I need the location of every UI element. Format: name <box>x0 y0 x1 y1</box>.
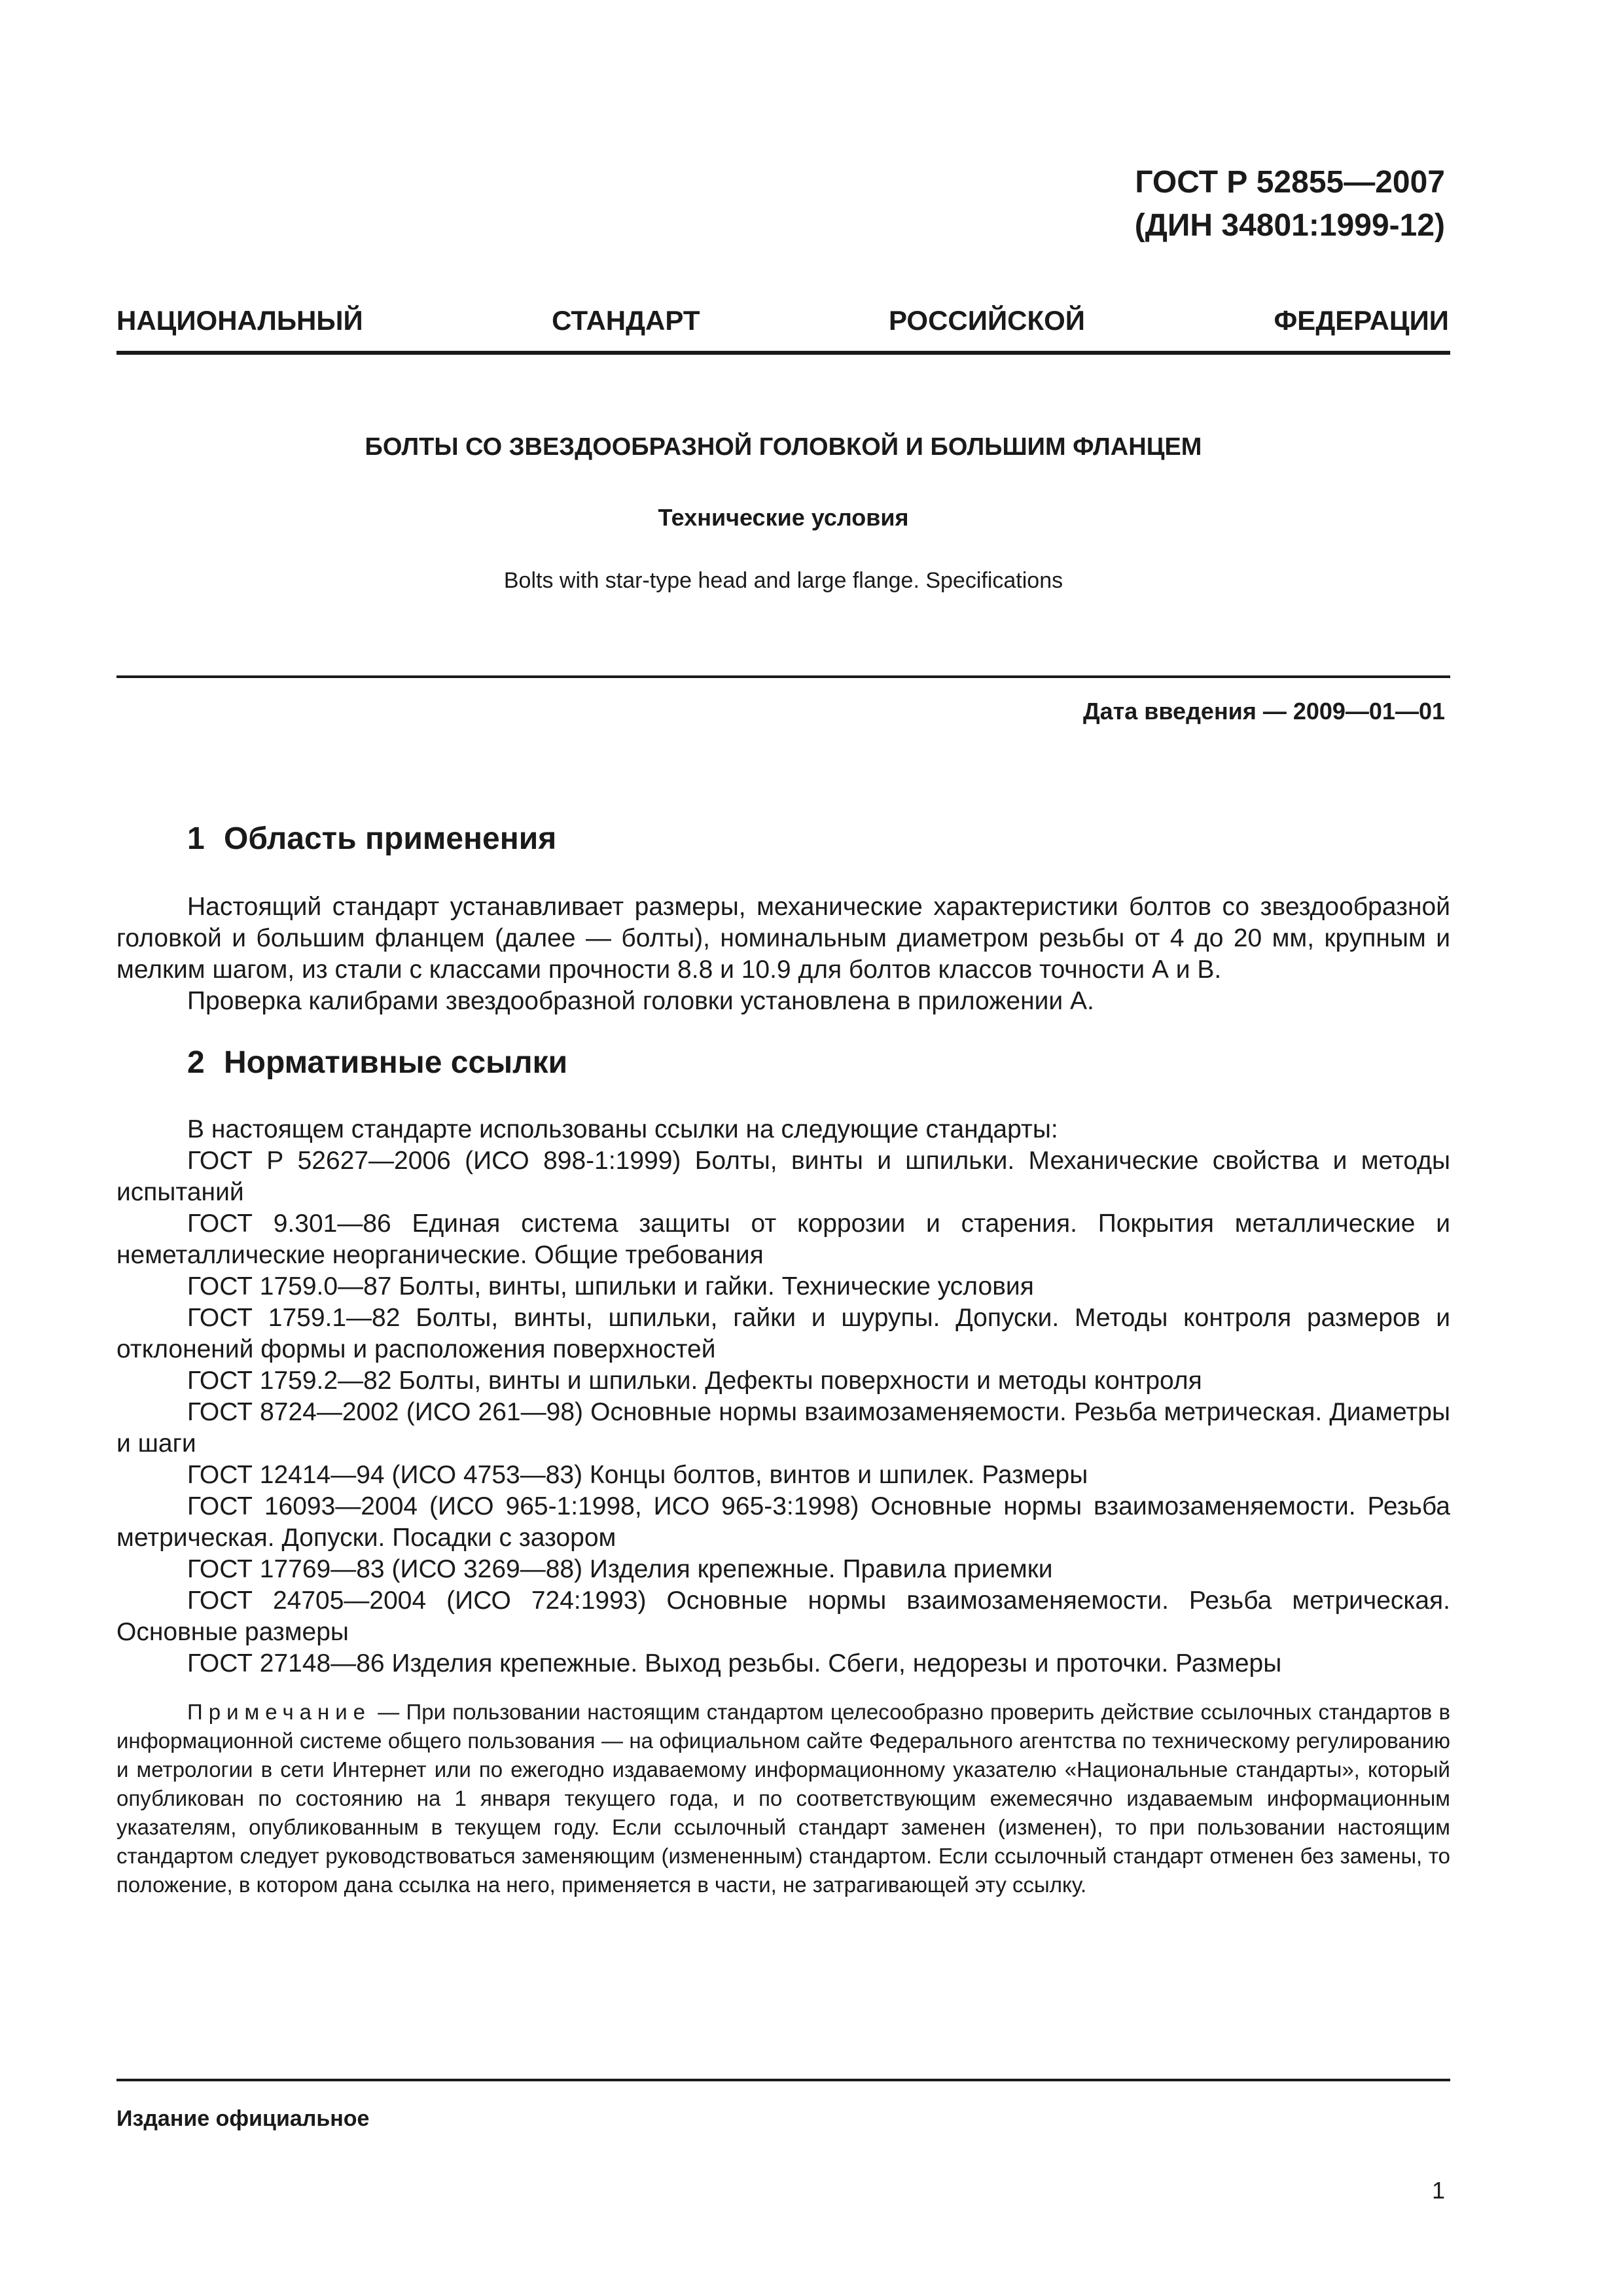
section-title: Область применения <box>224 821 557 856</box>
reference-item: ГОСТ 8724—2002 (ИСО 261—98) Основные нормы взаимозаменяемости. Резьба метрическая. Диаметры и шаги <box>116 1398 1450 1458</box>
standard-code: ГОСТ Р 52855—2007 <box>1135 165 1445 200</box>
paragraph: Настоящий стандарт устанавливает размеры, механические характеристики болтов со звездообразной головкой и большим фланцем (далее — болты), номинальным диаметром резьбы от 4 до 20 мм, крупным и мелким шагом, из стали с классами прочности 8.8 и 10.9 для болтов классов точности А и В. <box>116 893 1450 984</box>
banner-word: СТАНДАРТ <box>552 305 700 336</box>
national-standard-banner <box>116 305 1449 336</box>
reference-item: ГОСТ 17769—83 (ИСО 3269—88) Изделия крепежные. Правила приемки <box>187 1555 1053 1583</box>
section-1-heading <box>187 821 556 857</box>
reference-item: ГОСТ 16093—2004 (ИСО 965-1:1998, ИСО 965-3:1998) Основные нормы взаимозаменяемости. Резьба метрическая. Допуски. Посадки с зазором <box>116 1492 1450 1552</box>
note-label: Примечание <box>187 1700 372 1724</box>
reference-item: ГОСТ 1759.1—82 Болты, винты, шпильки, гайки и шурупы. Допуски. Методы контроля размеров и отклонений формы и расположения поверхностей <box>116 1304 1450 1363</box>
section-title: Нормативные ссылки <box>224 1045 568 1080</box>
banner-word: НАЦИОНАЛЬНЫЙ <box>116 305 363 336</box>
title-rule <box>116 675 1450 678</box>
reference-item: ГОСТ Р 52627—2006 (ИСО 898-1:1999) Болты, винты и шпильки. Механические свойства и методы испытаний <box>116 1147 1450 1206</box>
footer-rule <box>116 2079 1450 2081</box>
edition-label: Издание официальное <box>116 2106 370 2131</box>
reference-item: ГОСТ 24705—2004 (ИСО 724:1993) Основные нормы взаимозаменяемости. Резьба метрическая. Основные размеры <box>116 1587 1450 1646</box>
reference-item: ГОСТ 1759.2—82 Болты, винты и шпильки. Дефекты поверхности и методы контроля <box>187 1367 1202 1395</box>
banner-word: ФЕДЕРАЦИИ <box>1274 305 1449 336</box>
din-code: (ДИН 34801:1999-12) <box>1134 208 1445 243</box>
page-number: 1 <box>1431 2177 1445 2204</box>
banner-word: РОССИЙСКОЙ <box>888 305 1085 336</box>
note-paragraph <box>116 1698 1450 1899</box>
paragraph: Проверка калибрами звездообразной головки установлена в приложении А. <box>187 987 1094 1015</box>
introduction-date: Дата введения — 2009—01—01 <box>1082 698 1445 725</box>
section-2-body <box>116 1114 1450 1679</box>
reference-item: ГОСТ 9.301—86 Единая система защиты от коррозии и старения. Покрытия металлические и неметаллические неорганические. Общие требования <box>116 1210 1450 1269</box>
document-title: БОЛТЫ СО ЗВЕЗДООБРАЗНОЙ ГОЛОВКОЙ И БОЛЬШИМ ФЛАНЦЕМ <box>365 433 1202 461</box>
banner-rule <box>116 351 1450 355</box>
paragraph: В настоящем стандарте использованы ссылки на следующие стандарты: <box>187 1115 1058 1143</box>
section-number: 1 <box>187 821 205 856</box>
reference-item: ГОСТ 12414—94 (ИСО 4753—83) Концы болтов, винтов и шпилек. Размеры <box>187 1461 1088 1489</box>
note-text: — При пользовании настоящим стандартом целесообразно проверить действие ссылочных стандартов в информационной системе общего пользования — на официальном сайте Федерального агентства по техническому регулированию и метрологии в сети Интернет или по ежегодно издаваемому информационному указателю «Национальные стандарты», который опубликован по состоянию на 1 января текущего года, и по соответствующим ежемесячно издаваемым информационным указателям, опубликованным в текущем году. Если ссылочный стандарт заменен (изменен), то при пользовании настоящим стандартом следует руководствоваться заменяющим (измененным) стандартом. Если ссылочный стандарт отменен без замены, то положение, в котором дана ссылка на него, применяется в части, не затрагивающей эту ссылку. <box>116 1700 1450 1897</box>
section-1-body <box>116 891 1450 1017</box>
section-2-heading <box>187 1045 567 1081</box>
document-subtitle: Технические условия <box>658 504 909 531</box>
english-title: Bolts with star-type head and large flange. Specifications <box>503 568 1063 593</box>
reference-item: ГОСТ 1759.0—87 Болты, винты, шпильки и гайки. Технические условия <box>187 1272 1034 1300</box>
note-block <box>116 1698 1450 1899</box>
reference-item: ГОСТ 27148—86 Изделия крепежные. Выход резьбы. Сбеги, недорезы и проточки. Размеры <box>187 1649 1282 1677</box>
section-number: 2 <box>187 1045 205 1080</box>
